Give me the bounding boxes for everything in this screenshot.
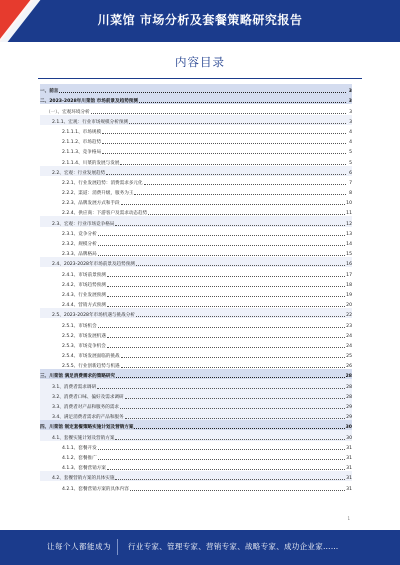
- toc-entry[interactable]: [40, 94, 352, 104]
- toc-entry-label: 4.2、套餐营销方案的具体实施: [52, 476, 115, 482]
- toc-leader-dots: [125, 398, 346, 399]
- toc-entry[interactable]: [40, 329, 352, 339]
- toc-entry-page: 24: [346, 343, 352, 349]
- toc-entry[interactable]: [40, 430, 352, 440]
- toc-entry-page: 13: [346, 231, 352, 237]
- toc-entry[interactable]: [40, 318, 352, 328]
- toc-entry[interactable]: [40, 349, 352, 359]
- toc-leader-dots: [129, 123, 346, 124]
- toc-entry[interactable]: [40, 481, 352, 491]
- toc-entry-page: 18: [346, 282, 352, 288]
- toc-entry-label: 2.3、宏观：行业市场竞争格局: [52, 221, 115, 227]
- table-of-contents: [40, 84, 352, 492]
- toc-leader-dots: [102, 143, 346, 144]
- toc-entry-label: 3.2、消费者口味、偏好及需求调研: [52, 394, 124, 400]
- toc-entry-page: 7: [349, 180, 352, 186]
- toc-entry-label: 2.5.1、市场机会: [62, 323, 97, 329]
- toc-entry-label: 2.2.2、渠道：消费升级，服务为王: [62, 191, 134, 197]
- report-title: 川菜馆 市场分析及套餐策略研究报告: [97, 13, 303, 27]
- toc-entry-label: 2.2.1、行业发展趋势：消费需求多元化: [62, 180, 143, 186]
- toc-leader-dots: [148, 214, 345, 215]
- toc-heading: 内容目录: [175, 55, 225, 69]
- toc-heading-rule: [38, 78, 362, 79]
- toc-entry-label: 2.4.2、市场趋势预测: [62, 282, 106, 288]
- toc-entry[interactable]: [40, 451, 352, 461]
- toc-entry-page: 29: [346, 415, 352, 421]
- toc-entry-label: （一）、宏观环境分析: [46, 109, 90, 115]
- toc-entry-page: 31: [346, 466, 352, 472]
- toc-leader-dots: [136, 265, 345, 266]
- toc-entry-label: 2.2.4、供应商：下游客户及需求动态趋势: [62, 211, 148, 217]
- footer-tagline: 行业专家、管理专家、营销专家、战略专家、成功企业家……: [128, 542, 339, 551]
- toc-leader-dots: [102, 153, 346, 154]
- toc-entry-page: 31: [346, 445, 352, 451]
- toc-entry[interactable]: [40, 441, 352, 451]
- toc-entry-page: 10: [346, 201, 352, 207]
- toc-entry[interactable]: [40, 278, 352, 288]
- toc-leader-dots: [139, 102, 346, 103]
- toc-entry-label: 4.1.1、套餐开发: [62, 445, 97, 451]
- toc-entry-label: 2.2、宏观：行业发展趋势: [52, 170, 106, 176]
- toc-entry-page: 29: [346, 405, 352, 410]
- toc-entry[interactable]: [40, 216, 352, 226]
- toc-entry[interactable]: [40, 155, 352, 165]
- toc-entry[interactable]: [40, 359, 352, 369]
- toc-leader-dots: [107, 337, 345, 338]
- toc-entry-page: 15: [346, 252, 352, 258]
- toc-leader-dots: [144, 184, 346, 185]
- toc-leader-dots: [98, 235, 345, 236]
- toc-entry-label: 2.1.1.1、市场规模: [62, 129, 102, 135]
- toc-entry[interactable]: [40, 298, 352, 308]
- toc-entry-page: 31: [346, 476, 352, 482]
- toc-entry[interactable]: [40, 84, 352, 94]
- toc-entry-page: 3: [349, 109, 352, 115]
- toc-leader-dots: [59, 92, 346, 93]
- toc-entry-label: 2.4.1、市场前景预测: [62, 272, 106, 278]
- toc-entry-page: 25: [346, 354, 352, 360]
- toc-entry-page: 26: [346, 364, 352, 370]
- toc-entry-page: 4: [349, 140, 352, 146]
- toc-entry-page: 31: [346, 486, 352, 492]
- toc-entry-page: 20: [346, 303, 352, 309]
- toc-entry[interactable]: [40, 166, 352, 176]
- toc-leader-dots: [107, 276, 345, 277]
- toc-leader-dots: [98, 255, 345, 256]
- toc-entry-label: 三、川菜馆 满足消费需求的策略研究: [40, 374, 116, 380]
- toc-leader-dots: [125, 418, 346, 419]
- toc-leader-dots: [120, 408, 345, 409]
- toc-entry-label: 4.1、套餐实施计划及营销方案: [52, 435, 115, 441]
- toc-entry[interactable]: [40, 461, 352, 471]
- toc-entry-page: 3: [348, 89, 352, 95]
- toc-entry-label: 2.4.3、行业发展预测: [62, 292, 106, 298]
- toc-entry-label: 2.3.2、规模分析: [62, 242, 97, 247]
- toc-entry[interactable]: [40, 369, 352, 379]
- toc-entry-label: 2.3.1、竞争分析: [62, 231, 97, 237]
- toc-leader-dots: [115, 225, 345, 226]
- toc-entry-label: 3.3、消费者对产品和服务的需求: [52, 405, 120, 410]
- toc-leader-dots: [116, 377, 344, 378]
- toc-leader-dots: [130, 490, 345, 491]
- toc-entry[interactable]: [40, 135, 352, 145]
- toc-entry[interactable]: [40, 379, 352, 389]
- toc-leader-dots: [121, 357, 346, 358]
- toc-leader-dots: [107, 286, 345, 287]
- toc-entry-label: 一、前言: [40, 89, 59, 95]
- toc-entry-label: 4.1.2、套餐推广: [62, 455, 97, 461]
- toc-entry[interactable]: [40, 288, 352, 298]
- toc-entry[interactable]: [40, 410, 352, 420]
- toc-leader-dots: [98, 449, 345, 450]
- toc-entry-page: 4: [349, 129, 352, 135]
- toc-entry[interactable]: [40, 176, 352, 186]
- toc-entry-label: 3.1、消费者需求调研: [52, 384, 97, 390]
- toc-leader-dots: [107, 469, 345, 470]
- toc-entry-label: 2.2.3、品牌发展方式和手段: [62, 201, 120, 207]
- toc-entry-label: 四、川菜馆 制定套餐策略实施计划及营销方案: [40, 425, 134, 431]
- toc-leader-dots: [98, 245, 345, 246]
- toc-entry-page: 12: [346, 221, 352, 227]
- toc-entry-label: 2.1.1.2、市场趋势: [62, 140, 102, 146]
- toc-entry[interactable]: [40, 420, 352, 430]
- toc-entry-page: 30: [346, 435, 352, 441]
- toc-entry-label: 2.5.4、市场发展面临的挑战: [62, 354, 120, 360]
- toc-entry-page: 16: [346, 262, 352, 268]
- footer-divider: [117, 539, 118, 555]
- toc-leader-dots: [121, 204, 346, 205]
- toc-entry[interactable]: [40, 227, 352, 237]
- toc-leader-dots: [102, 133, 346, 134]
- header-banner: [0, 0, 400, 42]
- toc-entry-label: 2.5.3、市场竞争机会: [62, 343, 106, 349]
- toc-entry-page: 5: [349, 150, 352, 156]
- toc-entry-label: 2.5.5、行业创新趋势与机遇: [62, 364, 120, 370]
- toc-entry-label: 4.2.1、套餐营销方案的具体内容: [62, 486, 129, 492]
- toc-entry-page: 6: [349, 170, 352, 176]
- toc-entry-page: 31: [346, 455, 352, 461]
- toc-entry[interactable]: [40, 196, 352, 206]
- toc-entry-page: 23: [346, 323, 352, 329]
- toc-leader-dots: [120, 164, 346, 165]
- toc-entry[interactable]: [40, 104, 352, 114]
- toc-leader-dots: [98, 327, 345, 328]
- toc-leader-dots: [121, 367, 346, 368]
- toc-entry-page: 14: [346, 242, 352, 247]
- toc-entry[interactable]: [40, 339, 352, 349]
- toc-leader-dots: [115, 439, 345, 440]
- toc-entry-page: 3: [349, 119, 352, 125]
- toc-entry-page: 30: [345, 425, 352, 431]
- toc-entry-page: 22: [346, 313, 352, 319]
- toc-entry-label: 2.5、2023-2028年市场机遇与挑战分析: [52, 313, 135, 319]
- toc-entry[interactable]: [40, 125, 352, 135]
- toc-leader-dots: [91, 113, 346, 114]
- toc-entry-page: 5: [349, 160, 352, 166]
- toc-entry-label: 2.5.2、市场发展机遇: [62, 333, 106, 339]
- toc-entry[interactable]: [40, 237, 352, 247]
- toc-entry[interactable]: [40, 267, 352, 277]
- toc-entry[interactable]: [40, 186, 352, 196]
- toc-entry[interactable]: [40, 247, 352, 257]
- toc-leader-dots: [107, 347, 345, 348]
- toc-entry-page: 28: [346, 394, 352, 400]
- toc-entry-label: 二、2023-2028年川菜馆 市场前景及趋势预测: [40, 99, 138, 105]
- toc-leader-dots: [97, 388, 345, 389]
- toc-leader-dots: [134, 194, 346, 195]
- toc-entry[interactable]: [40, 471, 352, 481]
- toc-leader-dots: [107, 296, 345, 297]
- toc-leader-dots: [136, 316, 345, 317]
- toc-entry-page: 19: [346, 292, 352, 298]
- toc-entry-label: 3.4、满足消费者需求的产品和服务: [52, 415, 124, 421]
- footer-slogan: 让每个人都能成为: [47, 542, 111, 551]
- toc-leader-dots: [115, 479, 345, 480]
- toc-leader-dots: [98, 459, 345, 460]
- toc-entry[interactable]: [40, 257, 352, 267]
- toc-leader-dots: [134, 428, 344, 429]
- toc-entry-label: 2.1.1.3、竞争格局: [62, 150, 102, 156]
- toc-entry-label: 2.4.4、营销方式预测: [62, 303, 106, 309]
- toc-leader-dots: [107, 306, 345, 307]
- toc-entry-label: 2.1.1.4、川菜的发展与发展: [62, 160, 120, 166]
- toc-entry[interactable]: [40, 115, 352, 125]
- footer-banner: [0, 530, 400, 565]
- toc-entry-page: 28: [345, 374, 352, 380]
- toc-entry-page: 11: [346, 211, 352, 217]
- toc-entry-page: 3: [348, 99, 352, 105]
- toc-entry-label: 4.1.3、套餐营销方案: [62, 466, 106, 472]
- toc-entry[interactable]: [40, 145, 352, 155]
- page-number: 1: [347, 516, 350, 521]
- toc-entry[interactable]: [40, 308, 352, 318]
- toc-entry-page: 28: [346, 384, 352, 390]
- toc-entry[interactable]: [40, 400, 352, 410]
- toc-entry[interactable]: [40, 206, 352, 216]
- toc-leader-dots: [106, 174, 346, 175]
- toc-entry-label: 2.4、2023-2028年市场前景及趋势预测: [52, 262, 135, 268]
- toc-entry-page: 8: [349, 191, 352, 197]
- toc-entry-label: 2.3.3、品牌格局: [62, 252, 97, 258]
- toc-entry[interactable]: [40, 390, 352, 400]
- toc-entry-page: 17: [346, 272, 352, 278]
- toc-entry-label: 2.1.1、宏观：行业市场规模分析预测: [52, 119, 129, 125]
- toc-entry-page: 24: [346, 333, 352, 339]
